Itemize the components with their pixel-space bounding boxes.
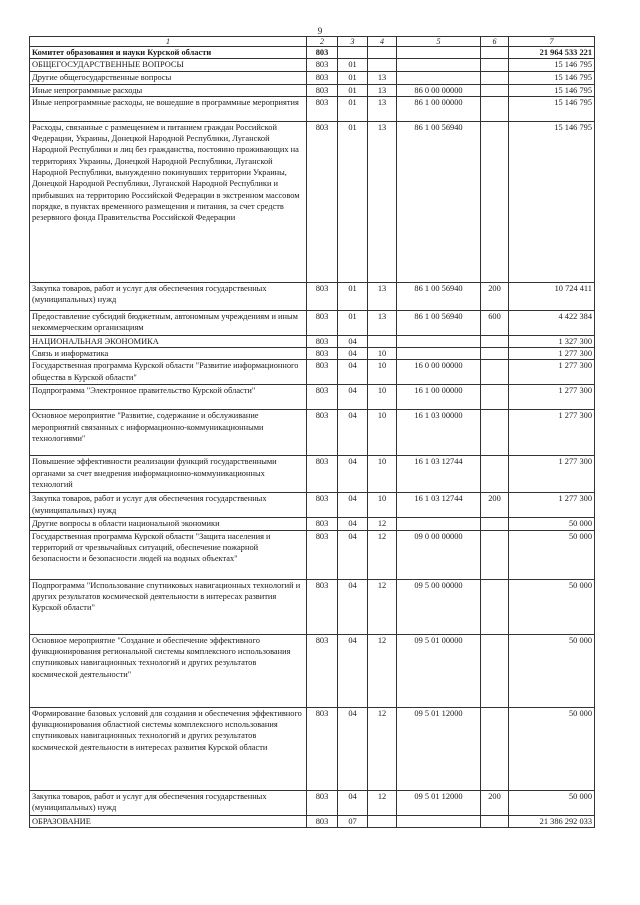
- table-row: [30, 121, 595, 282]
- cell-sum: 50 000: [509, 518, 595, 530]
- table-row: [30, 360, 595, 385]
- cell-csr: 09 5 01 12000: [397, 790, 481, 815]
- cell-name: Закупка товаров, работ и услуг для обеспечения государственных (муниципальных) нужд: [30, 282, 307, 310]
- cell-gr: 803: [307, 310, 338, 335]
- cell-gr: 803: [307, 335, 338, 347]
- cell-gr: 803: [307, 707, 338, 790]
- cell-rz: 01: [338, 310, 368, 335]
- cell-csr: 16 1 03 12744: [397, 456, 481, 493]
- cell-csr: [397, 348, 481, 360]
- cell-gr: 803: [307, 282, 338, 310]
- cell-vr: [481, 579, 509, 634]
- cell-rz: [338, 47, 368, 59]
- cell-rz: 04: [338, 634, 368, 707]
- cell-rz: 04: [338, 360, 368, 385]
- table-row: [30, 410, 595, 456]
- cell-vr: [481, 360, 509, 385]
- table-row: [30, 84, 595, 96]
- cell-vr: [481, 634, 509, 707]
- header-cell: 2: [307, 37, 338, 47]
- cell-vr: [481, 47, 509, 59]
- cell-rz: 04: [338, 790, 368, 815]
- cell-csr: 09 5 01 00000: [397, 634, 481, 707]
- cell-vr: [481, 518, 509, 530]
- cell-gr: 803: [307, 96, 338, 121]
- cell-sum: 21 964 533 221: [509, 47, 595, 59]
- cell-gr: 803: [307, 410, 338, 456]
- table-row: [30, 47, 595, 59]
- cell-vr: 600: [481, 310, 509, 335]
- cell-sum: 15 146 795: [509, 84, 595, 96]
- cell-csr: 16 1 03 12744: [397, 493, 481, 518]
- cell-rz: 01: [338, 121, 368, 282]
- cell-gr: 803: [307, 84, 338, 96]
- header-cell: 4: [368, 37, 397, 47]
- table-row: [30, 310, 595, 335]
- cell-sum: 1 277 300: [509, 360, 595, 385]
- cell-rz: 04: [338, 579, 368, 634]
- table-row: [30, 815, 595, 827]
- cell-sum: 15 146 795: [509, 96, 595, 121]
- cell-pr: 10: [368, 493, 397, 518]
- cell-pr: 10: [368, 348, 397, 360]
- cell-name: Повышение эффективности реализации функций государственными органами за счет внедрения информационно-коммуникационных технологий: [30, 456, 307, 493]
- cell-gr: 803: [307, 385, 338, 410]
- cell-sum: 15 146 795: [509, 121, 595, 282]
- cell-name: Другие общегосударственные вопросы: [30, 72, 307, 84]
- cell-csr: [397, 47, 481, 59]
- cell-vr: [481, 121, 509, 282]
- table-row: [30, 790, 595, 815]
- cell-name: Основное мероприятие "Развитие, содержание и обслуживание мероприятий связанных с информационно-коммуникационными технологиями": [30, 410, 307, 456]
- cell-name: Закупка товаров, работ и услуг для обеспечения государственных (муниципальных) нужд: [30, 790, 307, 815]
- cell-pr: [368, 47, 397, 59]
- cell-rz: 04: [338, 335, 368, 347]
- cell-name: ОБЩЕГОСУДАРСТВЕННЫЕ ВОПРОСЫ: [30, 59, 307, 72]
- cell-csr: 16 0 00 00000: [397, 360, 481, 385]
- cell-gr: 803: [307, 121, 338, 282]
- cell-gr: 803: [307, 47, 338, 59]
- cell-name: НАЦИОНАЛЬНАЯ ЭКОНОМИКА: [30, 335, 307, 347]
- cell-csr: [397, 59, 481, 72]
- cell-name: Комитет образования и науки Курской области: [30, 47, 307, 59]
- cell-vr: 200: [481, 493, 509, 518]
- cell-gr: 803: [307, 59, 338, 72]
- cell-csr: 86 1 00 56940: [397, 121, 481, 282]
- cell-pr: [368, 815, 397, 827]
- cell-name: Расходы, связанные с размещением и питанием граждан Российской Федерации, Украины, Донецкой Народной Республики, Луганской Народной Республики и лиц без гражданства, постоянно проживающих на территориях Украины, Донецкой Народной Республики, Луганской Народной Республики, вынужденно покинувших территории Украины, Донецкой Народной Республики, Луганской Народной Республики и прибывших на территорию Российской Федерации в экстренном массовом порядке, в пунктах временного размещения и питания, за счет средств резервного фонда Правительства Российской Федерации: [30, 121, 307, 282]
- cell-pr: 12: [368, 579, 397, 634]
- cell-pr: 13: [368, 310, 397, 335]
- cell-vr: 200: [481, 282, 509, 310]
- table-header-row: [30, 37, 595, 47]
- cell-csr: 09 5 00 00000: [397, 579, 481, 634]
- header-cell: 6: [481, 37, 509, 47]
- cell-gr: 803: [307, 815, 338, 827]
- cell-vr: [481, 84, 509, 96]
- cell-vr: [481, 59, 509, 72]
- cell-csr: 09 0 00 00000: [397, 530, 481, 579]
- cell-gr: 803: [307, 530, 338, 579]
- cell-rz: 04: [338, 530, 368, 579]
- table-row: [30, 282, 595, 310]
- cell-name: Предоставление субсидий бюджетным, автономным учреждениям и иным некоммерческим организациям: [30, 310, 307, 335]
- cell-name: Государственная программа Курской области "Развитие информационного общества в Курской области": [30, 360, 307, 385]
- cell-name: Другие вопросы в области национальной экономики: [30, 518, 307, 530]
- cell-pr: 10: [368, 410, 397, 456]
- cell-gr: 803: [307, 790, 338, 815]
- cell-rz: 04: [338, 518, 368, 530]
- cell-csr: [397, 72, 481, 84]
- table-row: [30, 72, 595, 84]
- cell-name: Подпрограмма "Использование спутниковых навигационных технологий и других результатов космической деятельности в интересах развития Курской области": [30, 579, 307, 634]
- cell-name: Иные непрограммные расходы, не вошедшие в программные мероприятия: [30, 96, 307, 121]
- budget-table: [29, 36, 595, 828]
- cell-pr: [368, 59, 397, 72]
- cell-name: Подпрограмма "Электронное правительство Курской области": [30, 385, 307, 410]
- cell-gr: 803: [307, 456, 338, 493]
- cell-vr: [481, 335, 509, 347]
- table-row: [30, 493, 595, 518]
- cell-name: Государственная программа Курской области "Защита населения и территорий от чрезвычайных ситуаций, обеспечение пожарной безопасности и безопасности людей на водных объектах": [30, 530, 307, 579]
- cell-csr: [397, 518, 481, 530]
- cell-vr: [481, 72, 509, 84]
- table-row: [30, 707, 595, 790]
- cell-vr: [481, 385, 509, 410]
- cell-sum: 1 277 300: [509, 385, 595, 410]
- cell-rz: 01: [338, 84, 368, 96]
- table-row: [30, 348, 595, 360]
- cell-sum: 50 000: [509, 530, 595, 579]
- cell-sum: 50 000: [509, 790, 595, 815]
- cell-sum: 1 327 300: [509, 335, 595, 347]
- table-row: [30, 518, 595, 530]
- cell-csr: 09 5 01 12000: [397, 707, 481, 790]
- cell-sum: 50 000: [509, 634, 595, 707]
- cell-pr: 13: [368, 84, 397, 96]
- cell-csr: 16 1 03 00000: [397, 410, 481, 456]
- cell-vr: [481, 410, 509, 456]
- cell-name: Связь и информатика: [30, 348, 307, 360]
- cell-sum: 50 000: [509, 707, 595, 790]
- table-row: [30, 634, 595, 707]
- cell-vr: 200: [481, 790, 509, 815]
- cell-pr: 12: [368, 790, 397, 815]
- cell-name: Иные непрограммные расходы: [30, 84, 307, 96]
- cell-sum: 1 277 300: [509, 456, 595, 493]
- cell-pr: 10: [368, 456, 397, 493]
- cell-rz: 04: [338, 456, 368, 493]
- cell-name: Основное мероприятие "Создание и обеспечение эффективного функционирования региональной системы комплексного использования спутниковых навигационных технологий и других результатов космической деятельности": [30, 634, 307, 707]
- cell-gr: 803: [307, 348, 338, 360]
- cell-pr: 12: [368, 530, 397, 579]
- cell-csr: 86 1 00 00000: [397, 96, 481, 121]
- cell-rz: 01: [338, 96, 368, 121]
- cell-vr: [481, 456, 509, 493]
- cell-csr: 16 1 00 00000: [397, 385, 481, 410]
- table-row: [30, 59, 595, 72]
- cell-sum: 15 146 795: [509, 72, 595, 84]
- cell-sum: 10 724 411: [509, 282, 595, 310]
- cell-vr: [481, 96, 509, 121]
- cell-sum: 4 422 384: [509, 310, 595, 335]
- cell-pr: [368, 335, 397, 347]
- cell-rz: 04: [338, 493, 368, 518]
- cell-name: Закупка товаров, работ и услуг для обеспечения государственных (муниципальных) нужд: [30, 493, 307, 518]
- cell-csr: 86 1 00 56940: [397, 282, 481, 310]
- cell-vr: [481, 815, 509, 827]
- cell-pr: 13: [368, 72, 397, 84]
- cell-rz: 04: [338, 707, 368, 790]
- cell-sum: 21 386 292 033: [509, 815, 595, 827]
- cell-gr: 803: [307, 493, 338, 518]
- cell-rz: 07: [338, 815, 368, 827]
- cell-rz: 04: [338, 385, 368, 410]
- cell-csr: 86 0 00 00000: [397, 84, 481, 96]
- cell-gr: 803: [307, 634, 338, 707]
- header-cell: 5: [397, 37, 481, 47]
- table-row: [30, 96, 595, 121]
- cell-sum: 15 146 795: [509, 59, 595, 72]
- cell-name: Формирование базовых условий для создания и обеспечения эффективного функционирования областной системы комплексного использования спутниковых навигационных технологий и других результатов космической деятельности в интересах развития Курской области: [30, 707, 307, 790]
- table-row: [30, 456, 595, 493]
- header-cell: 7: [509, 37, 595, 47]
- cell-pr: 12: [368, 518, 397, 530]
- cell-vr: [481, 707, 509, 790]
- cell-pr: 13: [368, 96, 397, 121]
- cell-gr: 803: [307, 360, 338, 385]
- cell-pr: 13: [368, 121, 397, 282]
- cell-rz: 04: [338, 410, 368, 456]
- page-number: 9: [317, 26, 323, 36]
- cell-pr: 13: [368, 282, 397, 310]
- header-cell: 3: [338, 37, 368, 47]
- cell-pr: 12: [368, 707, 397, 790]
- cell-csr: 86 1 00 56940: [397, 310, 481, 335]
- header-cell: 1: [30, 37, 307, 47]
- cell-sum: 1 277 300: [509, 348, 595, 360]
- cell-sum: 1 277 300: [509, 493, 595, 518]
- cell-vr: [481, 530, 509, 579]
- cell-rz: 01: [338, 59, 368, 72]
- cell-sum: 50 000: [509, 579, 595, 634]
- cell-pr: 10: [368, 385, 397, 410]
- cell-rz: 01: [338, 72, 368, 84]
- cell-csr: [397, 815, 481, 827]
- cell-gr: 803: [307, 579, 338, 634]
- cell-rz: 04: [338, 348, 368, 360]
- table-row: [30, 579, 595, 634]
- table-row: [30, 530, 595, 579]
- cell-pr: 12: [368, 634, 397, 707]
- table-row: [30, 335, 595, 347]
- cell-vr: [481, 348, 509, 360]
- table-row: [30, 385, 595, 410]
- cell-pr: 10: [368, 360, 397, 385]
- cell-sum: 1 277 300: [509, 410, 595, 456]
- cell-gr: 803: [307, 518, 338, 530]
- cell-csr: [397, 335, 481, 347]
- cell-name: ОБРАЗОВАНИЕ: [30, 815, 307, 827]
- cell-gr: 803: [307, 72, 338, 84]
- cell-rz: 01: [338, 282, 368, 310]
